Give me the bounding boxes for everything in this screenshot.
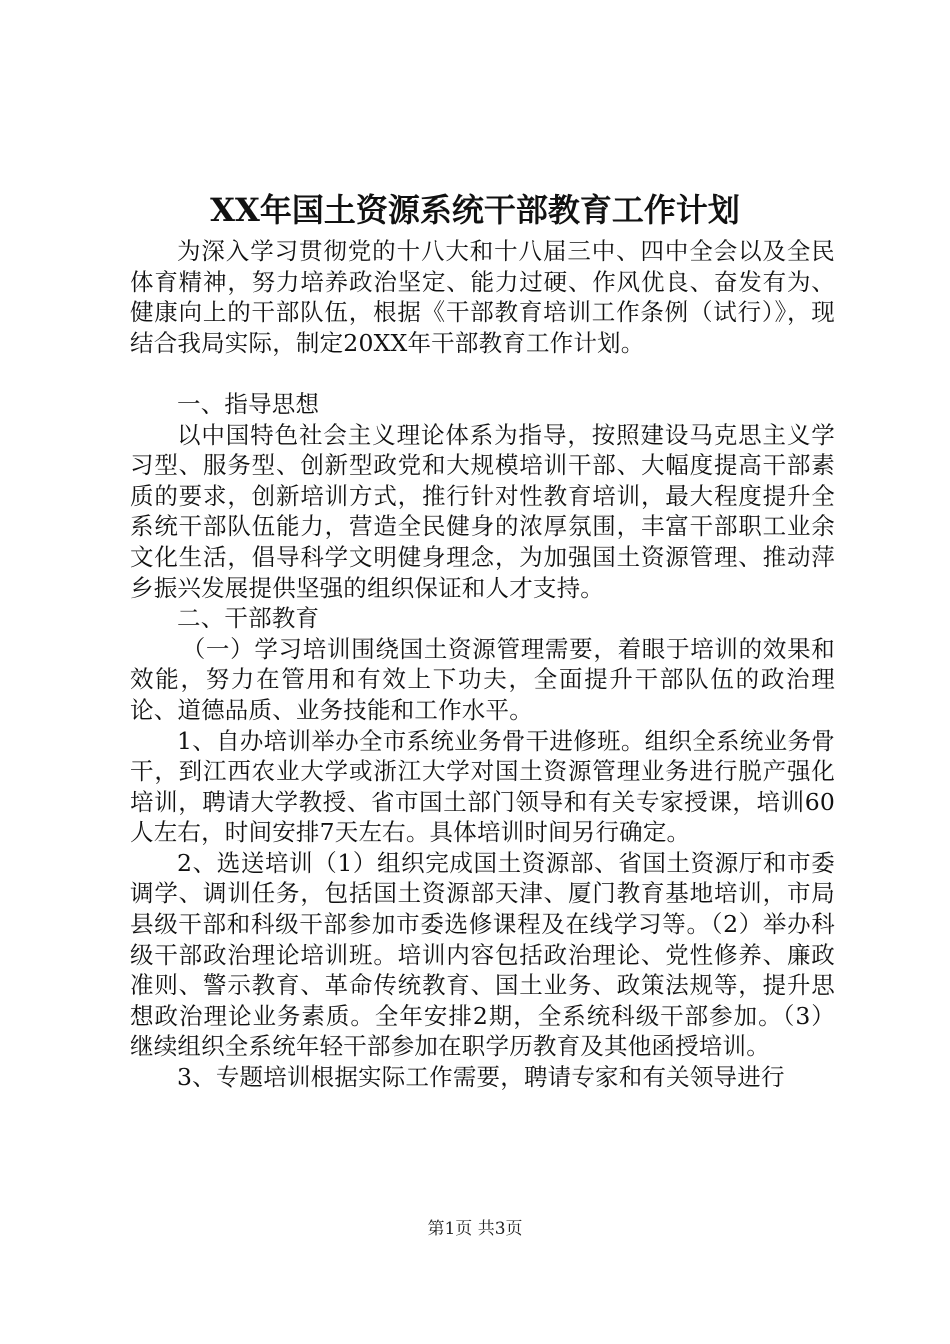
special-training-paragraph: 3、专题培训根据实际工作需要，聘请专家和有关领导进行: [177, 1063, 785, 1092]
selected-training-paragraph: 2、选送培训（1）组织完成国土资源部、省国土资源厅和市委调学、调训任务，包括国土资源部天津、厦门教育基地培训，市局县级干部和科级干部参加市委选修课程及在线学习等。（2）举办科级干部政治理论培训班。培训内容包括政治理论、党性修养、廉政准则、警示教育、革命传统教育、国土业务、政策法规等，提升思想政治理论业务素质。全年安排2期，全系统科级干部参加。（3）继续组织全系统年轻干部参加在职学历教育及其他函授培训。: [130, 848, 835, 1061]
guiding-ideology-paragraph: 以中国特色社会主义理论体系为指导，按照建设马克思主义学习型、服务型、创新型政党和大规模培训干部、大幅度提高干部素质的要求，创新培训方式，推行针对性教育培训，最大程度提升全系统干部队伍能力，营造全民健身的浓厚氛围，丰富干部职工业余文化生活，倡导科学文明健身理念，为加强国土资源管理、推动萍乡振兴发展提供坚强的组织保证和人才支持。: [130, 420, 835, 602]
page-footer: 第1页 共3页: [427, 1219, 523, 1239]
paragraph-spacer: [130, 358, 835, 389]
section-heading-guiding-ideology: 一、指导思想: [177, 389, 320, 418]
document-title: XX年国土资源系统干部教育工作计划: [210, 191, 740, 229]
intro-paragraph: 为深入学习贯彻党的十八大和十八届三中、四中全会以及全民体育精神，努力培养政治坚定、能力过硬、作风优良、奋发有为、健康向上的干部队伍，根据《干部教育培训工作条例（试行）》，现结合我局实际，制定20XX年干部教育工作计划。: [130, 237, 835, 357]
study-training-paragraph: （一）学习培训围绕国土资源管理需要，着眼于培训的效果和效能，努力在管用和有效上下功夫，全面提升干部队伍的政治理论、道德品质、业务技能和工作水平。: [130, 634, 835, 724]
section-heading-cadre-education: 二、干部教育: [177, 604, 320, 633]
document-body: [130, 236, 835, 1093]
self-training-paragraph: 1、自办培训举办全市系统业务骨干进修班。组织全系统业务骨干，到江西农业大学或浙江大学对国土资源管理业务进行脱产强化培训，聘请大学教授、省市国土部门领导和有关专家授课，培训60人左右，时间安排7天左右。具体培训时间另行确定。: [130, 726, 835, 847]
